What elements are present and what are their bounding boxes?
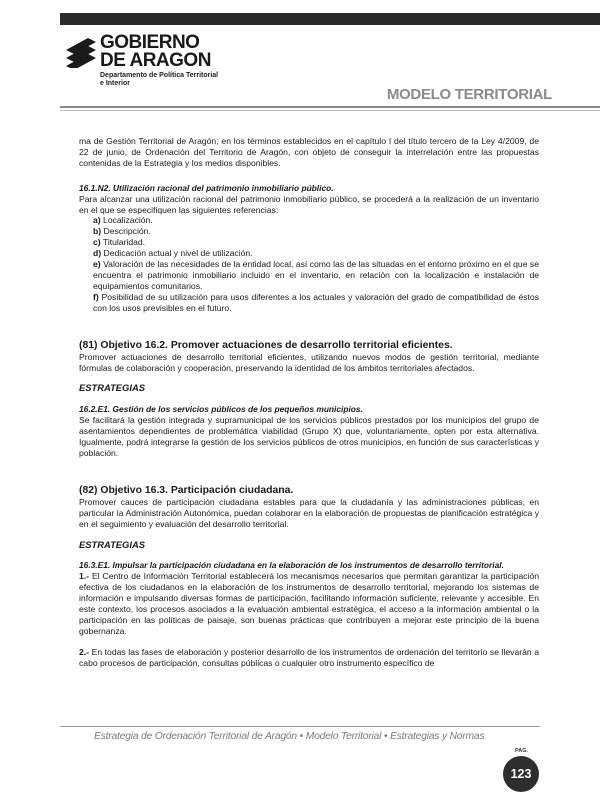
page-number: 123 <box>510 767 532 781</box>
intro-paragraph: ma de Gestión Territorial de Aragón, en los términos establecidos en el capítulo I del título tercero de la Ley 4/2009, de 22 de junio, de Ordenación del Territorio de Aragón, con objeto de conseguir la interrelación entre las propuestas contenidas de la Estrategia y los medios disponibles. <box>79 136 539 168</box>
e163-paragraph-2: 2.- En todas las fases de elaboración y posterior desarrollo de los instrumentos de ordenación del territorio se llevarán a cabo procesos de participación, consultas públicas o cualquier otro instrumento específico de <box>79 646 539 668</box>
objective-82-heading: (82) Objetivo 16.3. Participación ciudadana. <box>79 484 294 496</box>
aragon-emblem-icon <box>66 38 96 68</box>
strategies-label: ESTRATEGIAS <box>79 382 145 394</box>
top-bar <box>60 13 600 25</box>
page-label: PAG. <box>515 748 529 754</box>
list-item: b) Descripción. <box>93 226 151 237</box>
e1-heading: 16.2.E1. Gestión de los servicios públicos de los pequeños municipios. <box>79 404 363 415</box>
list-item: e) Valoración de las necesidades de la entidad local, así como las de las situadas en el entorno próximo en el que se encuentra el patrimonio inmobiliario incluido en el inventario, en relación con la localización e instalación de equipamientos comunitarios. <box>93 259 539 291</box>
header-rule <box>60 106 600 108</box>
page-number-badge <box>503 756 539 792</box>
objective-81-text: Promover actuaciones de desarrollo territorial eficientes, utilizando nuevos modos de gestión territorial, mediante fórmulas de colaboración y cooperación, preservando la identidad de los ámbitos territoriales afectados. <box>79 351 539 373</box>
objective-81-heading: (81) Objetivo 16.2. Promover actuaciones de desarrollo territorial eficientes. <box>79 339 453 351</box>
footer-text: Estrategia de Ordenación Territorial de Aragón • Modelo Territorial • Estrategias y Normas <box>94 731 485 742</box>
e1-text: Se facilitará la gestión integrada y supramunicipal de los servicios públicos prestados por los municipios del grupo de asentamientos dependientes de problemática viabilidad (Grupo X) que, voluntariamente, opten por esta alternativa. Igualmente, podrá integrarse la gestión de los servicios públicos de otros municipios, en función de sus características y población. <box>79 415 539 458</box>
header-rule-thin <box>60 110 600 111</box>
list-item: a) Localización. <box>93 215 153 226</box>
department-name <box>100 72 218 87</box>
logo-wordmark <box>100 34 211 70</box>
n2-heading: 16.1.N2. Utilización racional del patrimonio inmobiliario público. <box>79 182 334 193</box>
department-line-1: Departamento de Política Territorial <box>100 72 219 79</box>
logo-line-2: DE ARAGON <box>100 50 211 71</box>
section-title: MODELO TERRITORIAL <box>386 86 552 103</box>
n2-text: Para alcanzar una utilización racional del patrimonio inmobiliario público, se procederá a la realización de un inventario en el que se especifiquen las siguientes referencias: <box>79 193 539 215</box>
government-logo <box>66 34 306 104</box>
list-item: f) Posibilidad de su utilización para usos diferentes a los actuales y valoración del grado de compatibilidad de éstos con los usos previsibles en el futuro. <box>93 291 539 313</box>
department-line-2: e Interior <box>100 79 130 87</box>
page-content <box>79 136 539 669</box>
list-item: c) Titularidad. <box>93 237 146 248</box>
footer-rule <box>60 726 540 727</box>
list-item: d) Dedicación actual y nivel de utilización. <box>93 248 253 259</box>
logo-line-1: GOBIERNO <box>100 32 200 53</box>
objective-82-text: Promover cauces de participación ciudadana estables para que la ciudadanía y las administraciones públicas, en particular la Administración Autonómica, puedan colaborar en la elaboración de propuestas de planificación estratégica y en el seguimiento y evaluación del desarrollo territorial. <box>79 496 539 529</box>
e163-paragraph-1: 1.- El Centro de Información Territorial establecerá los mecanismos necesarios que permitan garantizar la participación efectiva de los ciudadanos en la elaboración de los instrumentos de desarrollo territorial, mejorando los sistemas de información e impulsando diversas formas de participación, facilitando información suficiente, relevante y accesible. En este contexto, los procesos asociados a la evaluación ambiental estratégica, el acceso a la información ambiental o la participación en las políticas de paisaje, son buenas prácticas que contribuyen a mejorar este principio de la buena gobernanza. <box>79 571 540 636</box>
e163-heading: 16.3.E1. Impulsar la participación ciudadana en la elaboración de los instrumentos de desarrollo territorial. <box>79 560 504 571</box>
strategies-label: ESTRATEGIAS <box>79 538 145 550</box>
